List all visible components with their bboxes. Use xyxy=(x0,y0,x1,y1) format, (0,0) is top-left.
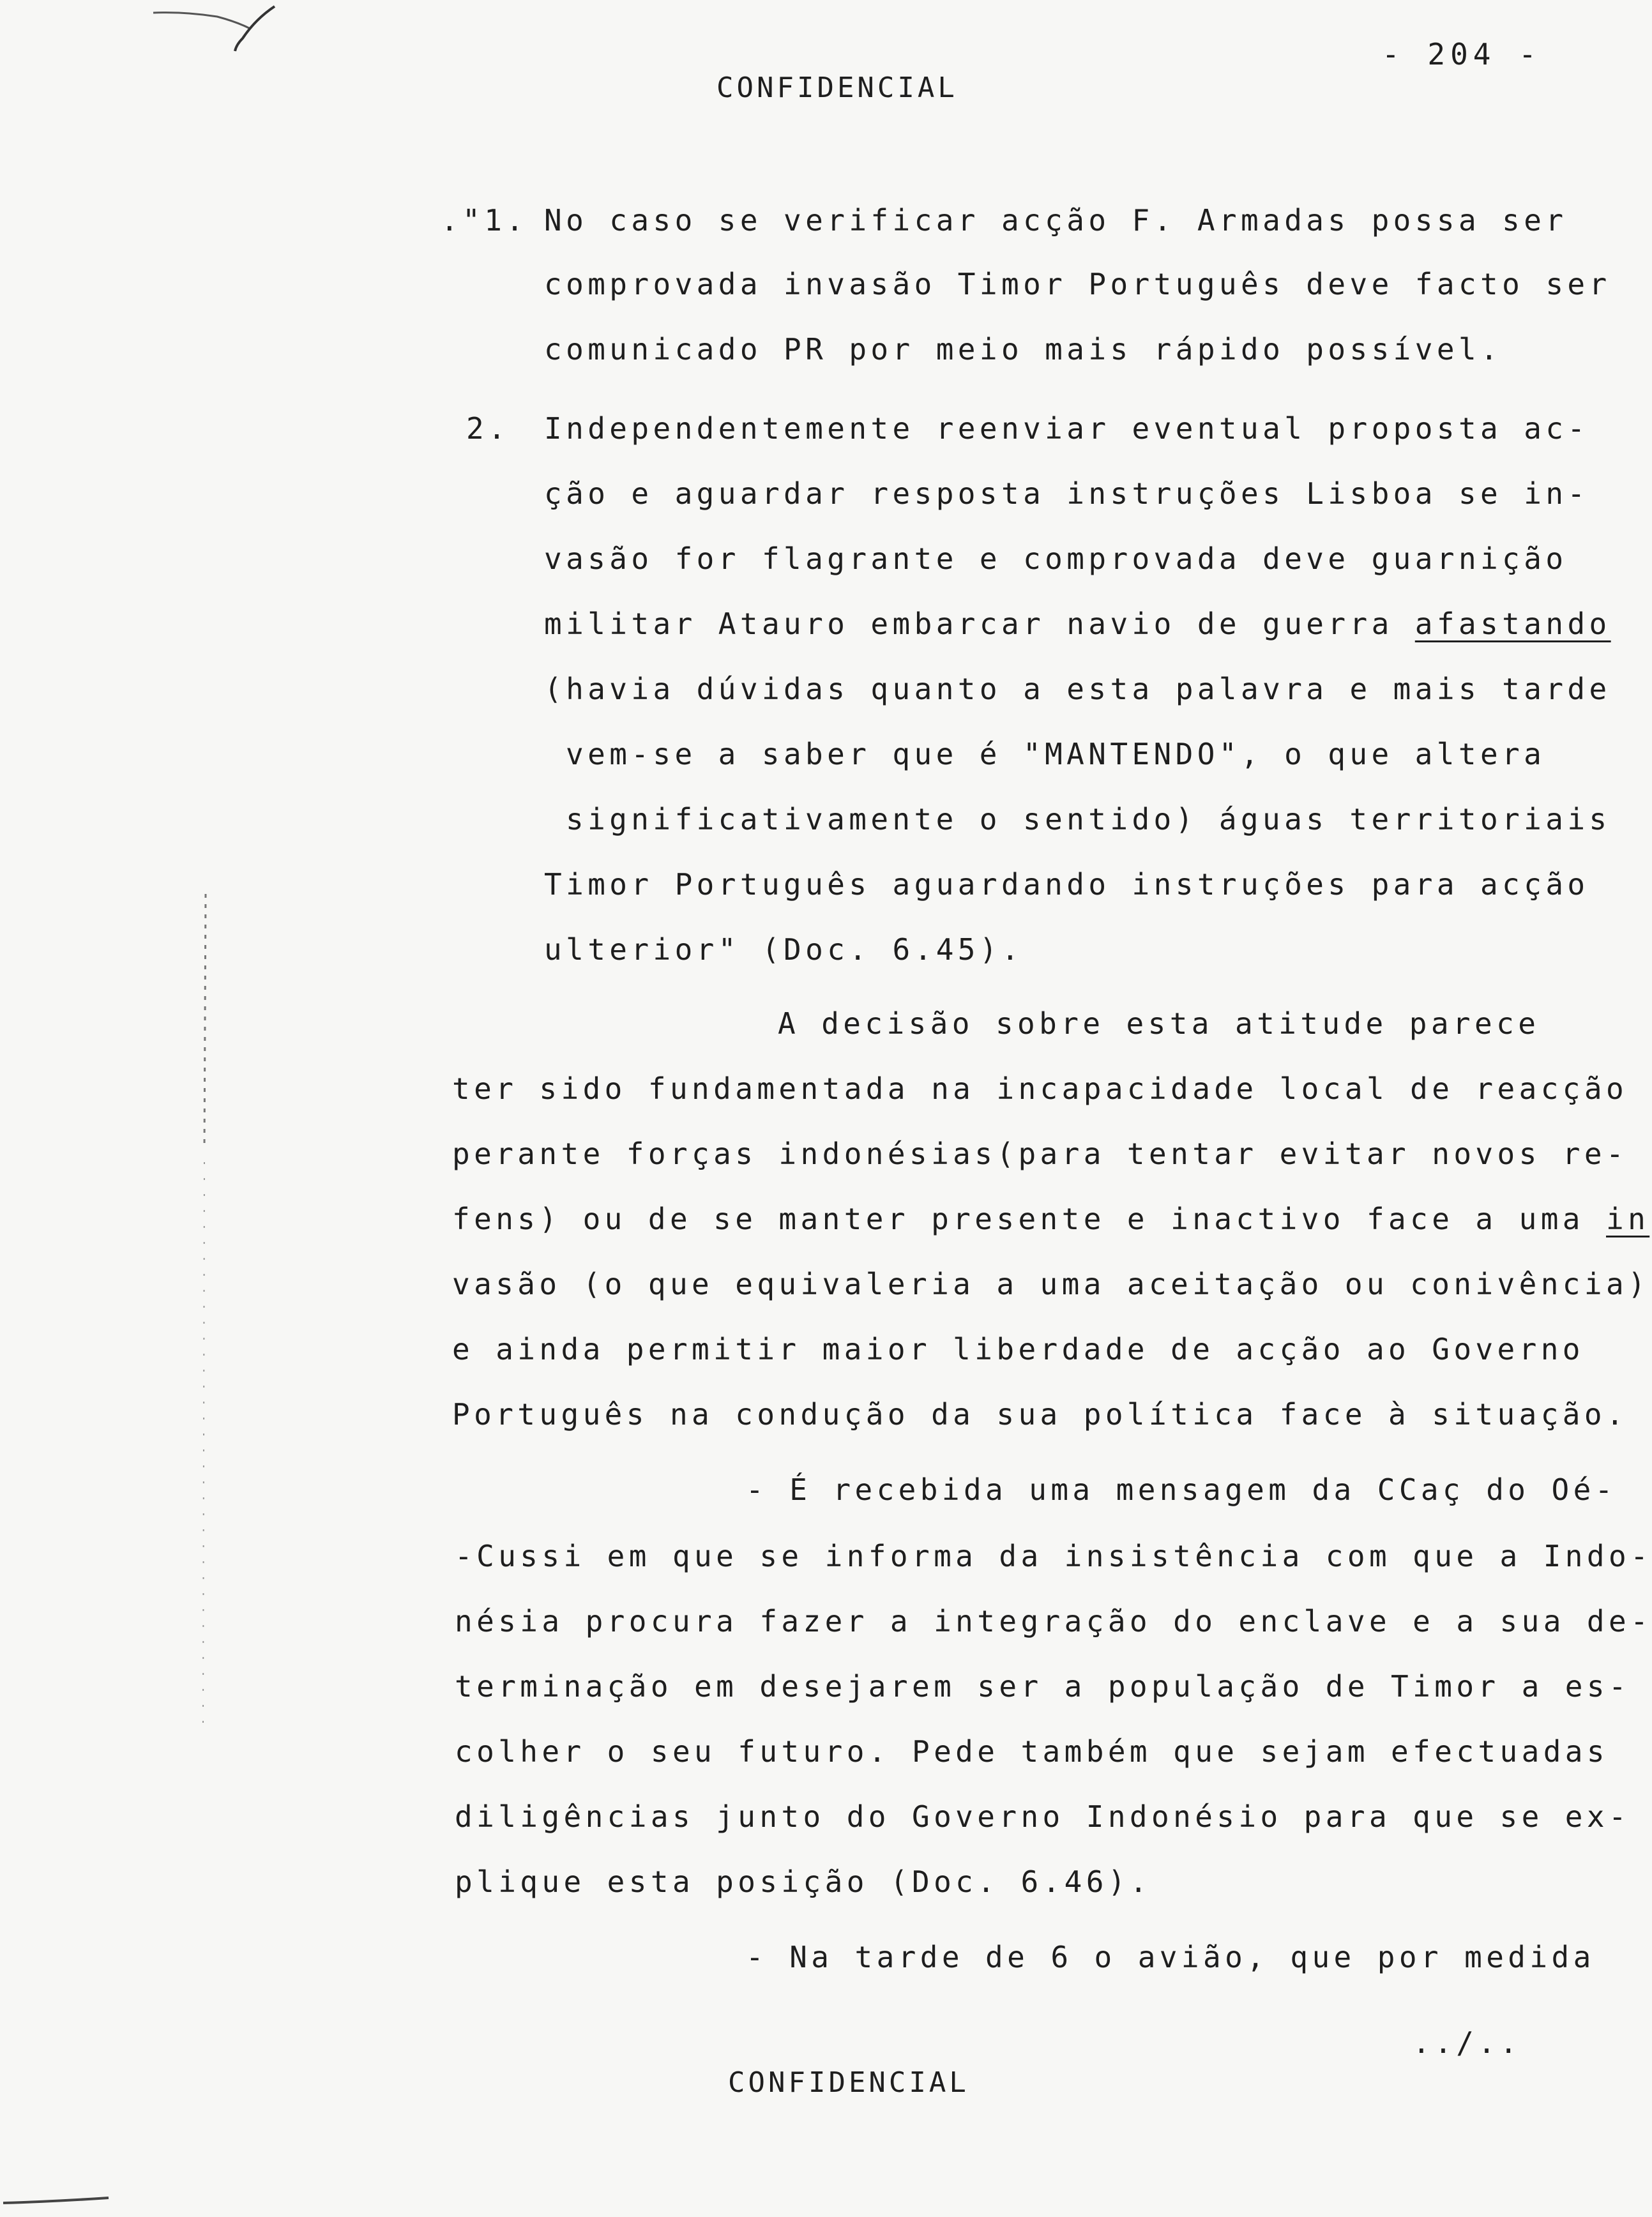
decision-line-4-text: fens) ou de se manter presente e inactivo face a uma xyxy=(452,1202,1606,1236)
underlined-word-afastando: afastando xyxy=(1414,607,1611,641)
aviao-line-1: - Na tarde de 6 o avião, que por medida xyxy=(746,1940,1595,1974)
item-2-line-5: (havia dúvidas quanto a esta palavra e mais tarde xyxy=(544,672,1611,706)
continuation-mark: ../.. xyxy=(1413,2025,1522,2060)
item-2-line-8: Timor Português aguardando instruções para acção xyxy=(544,867,1589,902)
oecussi-line-1: - É recebida uma mensagem da CCaç do Oé- xyxy=(746,1472,1617,1507)
decision-line-4 xyxy=(452,1204,1649,1234)
oecussi-line-5: colher o seu futuro. Pede também que sejam efectuadas xyxy=(455,1734,1609,1769)
item-1-marker: ."1. xyxy=(441,203,528,238)
scan-corner-mark xyxy=(147,0,287,57)
decision-line-6: e ainda permitir maior liberdade de acção ao Governo xyxy=(452,1332,1584,1366)
oecussi-line-4: terminação em desejarem ser a população de Timor a es- xyxy=(455,1669,1631,1704)
item-1-line-1: No caso se verificar acção F. Armadas possa ser xyxy=(544,203,1568,238)
underlined-syllable-in: in xyxy=(1606,1202,1650,1236)
item-2-line-2: ção e aguardar resposta instruções Lisboa se in- xyxy=(544,476,1589,511)
oecussi-line-7: plique esta posição (Doc. 6.46). xyxy=(455,1865,1152,1899)
decision-line-5: vasão (o que equivaleria a uma aceitação ou conivência) xyxy=(452,1267,1650,1301)
scan-margin-line xyxy=(192,894,217,1788)
item-2-line-6: vem-se a saber que é "MANTENDO", o que altera xyxy=(566,737,1546,771)
decision-line-1: A decisão sobre esta atitude parece xyxy=(778,1006,1540,1041)
item-2-line-4-text: militar Atauro embarcar navio de guerra xyxy=(544,607,1415,641)
item-2-marker: 2. xyxy=(466,411,510,446)
oecussi-line-6: diligências junto do Governo Indonésio para que se ex- xyxy=(455,1799,1631,1834)
page-number: - 204 - xyxy=(1382,37,1542,72)
item-2-line-1: Independentemente reenviar eventual proposta ac- xyxy=(544,411,1589,446)
item-2-line-7: significativamente o sentido) águas territoriais xyxy=(566,802,1611,836)
scan-bottom-mark xyxy=(0,2184,128,2209)
footer-classification: CONFIDENCIAL xyxy=(728,2066,969,2099)
oecussi-line-2: -Cussi em que se informa da insistência com que a Indo- xyxy=(455,1539,1652,1573)
item-2-line-4 xyxy=(544,609,1611,639)
item-1-line-3: comunicado PR por meio mais rápido possível. xyxy=(544,332,1503,367)
header-classification: CONFIDENCIAL xyxy=(716,72,958,104)
item-2-line-9: ulterior" (Doc. 6.45). xyxy=(544,932,1024,967)
item-2-line-3: vasão for flagrante e comprovada deve guarnição xyxy=(544,541,1568,576)
item-1-line-2: comprovada invasão Timor Português deve facto ser xyxy=(544,267,1611,301)
oecussi-line-3: nésia procura fazer a integração do enclave e a sua de- xyxy=(455,1604,1652,1638)
decision-line-2: ter sido fundamentada na incapacidade local de reacção xyxy=(452,1071,1628,1106)
decision-line-7: Português na condução da sua política face à situação. xyxy=(452,1397,1628,1432)
decision-line-3: perante forças indonésias(para tentar evitar novos re- xyxy=(452,1137,1628,1171)
